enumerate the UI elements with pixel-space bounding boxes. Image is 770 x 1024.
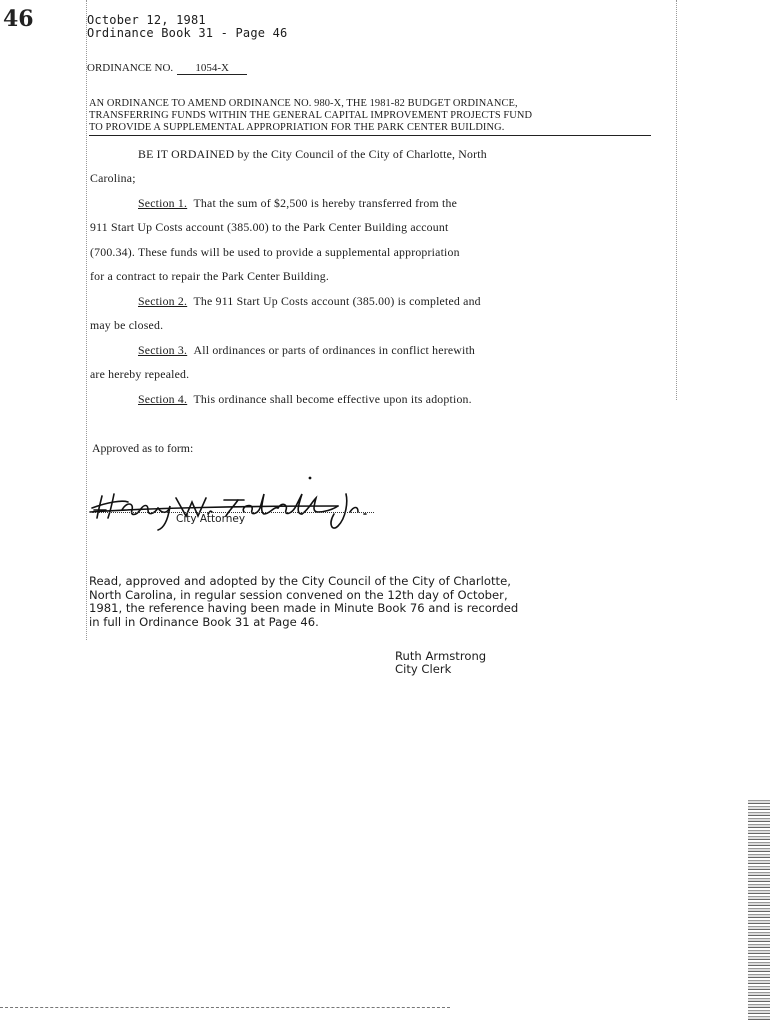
clerk-title: City Clerk xyxy=(395,662,452,676)
section-4-label: Section 4. xyxy=(138,392,188,406)
enacting-clause-cont: Carolina; xyxy=(90,171,136,185)
header-book-page: Ordinance Book 31 - Page 46 xyxy=(87,26,288,40)
section-1-line-3: (700.34). These funds will be used to provide a supplemental appropriation xyxy=(90,245,460,259)
right-margin-rule xyxy=(676,0,677,400)
section-2-label: Section 2. xyxy=(138,294,188,308)
ordinance-title xyxy=(89,98,651,136)
header-date: October 12, 1981 xyxy=(87,13,206,27)
section-2 xyxy=(138,294,481,309)
section-1-label: Section 1. xyxy=(138,196,188,210)
section-4-text: This ordinance shall become effective upon its adoption. xyxy=(193,392,472,406)
section-3-text: All ordinances or parts of ordinances in conflict herewith xyxy=(193,343,476,357)
section-1-line-2: 911 Start Up Costs account (385.00) to the Park Center Building account xyxy=(90,220,449,234)
section-1 xyxy=(138,196,457,211)
adoption-line: in full in Ordinance Book 31 at Page 46. xyxy=(89,614,319,629)
ordinance-number-label: ORDINANCE NO. xyxy=(87,62,174,74)
adoption-line: Read, approved and adopted by the City Council of the City of Charlotte, xyxy=(89,574,511,588)
adoption-line: 1981, the reference having been made in Minute Book 76 and is recorded xyxy=(89,601,519,615)
section-1-line-4: for a contract to repair the Park Center Building. xyxy=(90,269,329,283)
title-line: AN ORDINANCE TO AMEND ORDINANCE NO. 980-X, THE 1981-82 BUDGET ORDINANCE, xyxy=(89,98,518,109)
section-3-line-2: are hereby repealed. xyxy=(90,367,190,381)
adoption-statement xyxy=(89,575,659,629)
enacting-clause: BE IT ORDAINED by the City Council of the City of Charlotte, North xyxy=(138,147,487,161)
title-line: TRANSFERRING FUNDS WITHIN THE GENERAL CAPITAL IMPROVEMENT PROJECTS FUND xyxy=(89,110,533,121)
ordinance-number-line xyxy=(87,62,247,75)
section-3-label: Section 3. xyxy=(138,343,188,357)
page-number: 46 xyxy=(3,6,34,32)
adoption-line: North Carolina, in regular session convened on the 12th day of October, xyxy=(89,587,508,602)
section-4 xyxy=(138,392,472,407)
section-1-text: That the sum of $2,500 is hereby transferred from the xyxy=(193,196,458,210)
section-2-text: The 911 Start Up Costs account (385.00) is completed and xyxy=(193,294,481,308)
title-line: TO PROVIDE A SUPPLEMENTAL APPROPRIATION FOR THE PARK CENTER BUILDING. xyxy=(89,122,505,133)
left-margin-rule xyxy=(86,0,87,640)
ordinance-number: 1054-X xyxy=(177,62,247,75)
section-3 xyxy=(138,343,475,358)
city-attorney-title: City Attorney xyxy=(176,513,246,525)
section-2-line-2: may be closed. xyxy=(90,318,164,332)
clerk-name: Ruth Armstrong xyxy=(395,649,487,663)
approved-as-to-form: Approved as to form: xyxy=(92,441,194,455)
scan-artifact-edge xyxy=(748,800,770,1020)
scan-artifact-bottom xyxy=(0,1007,450,1008)
